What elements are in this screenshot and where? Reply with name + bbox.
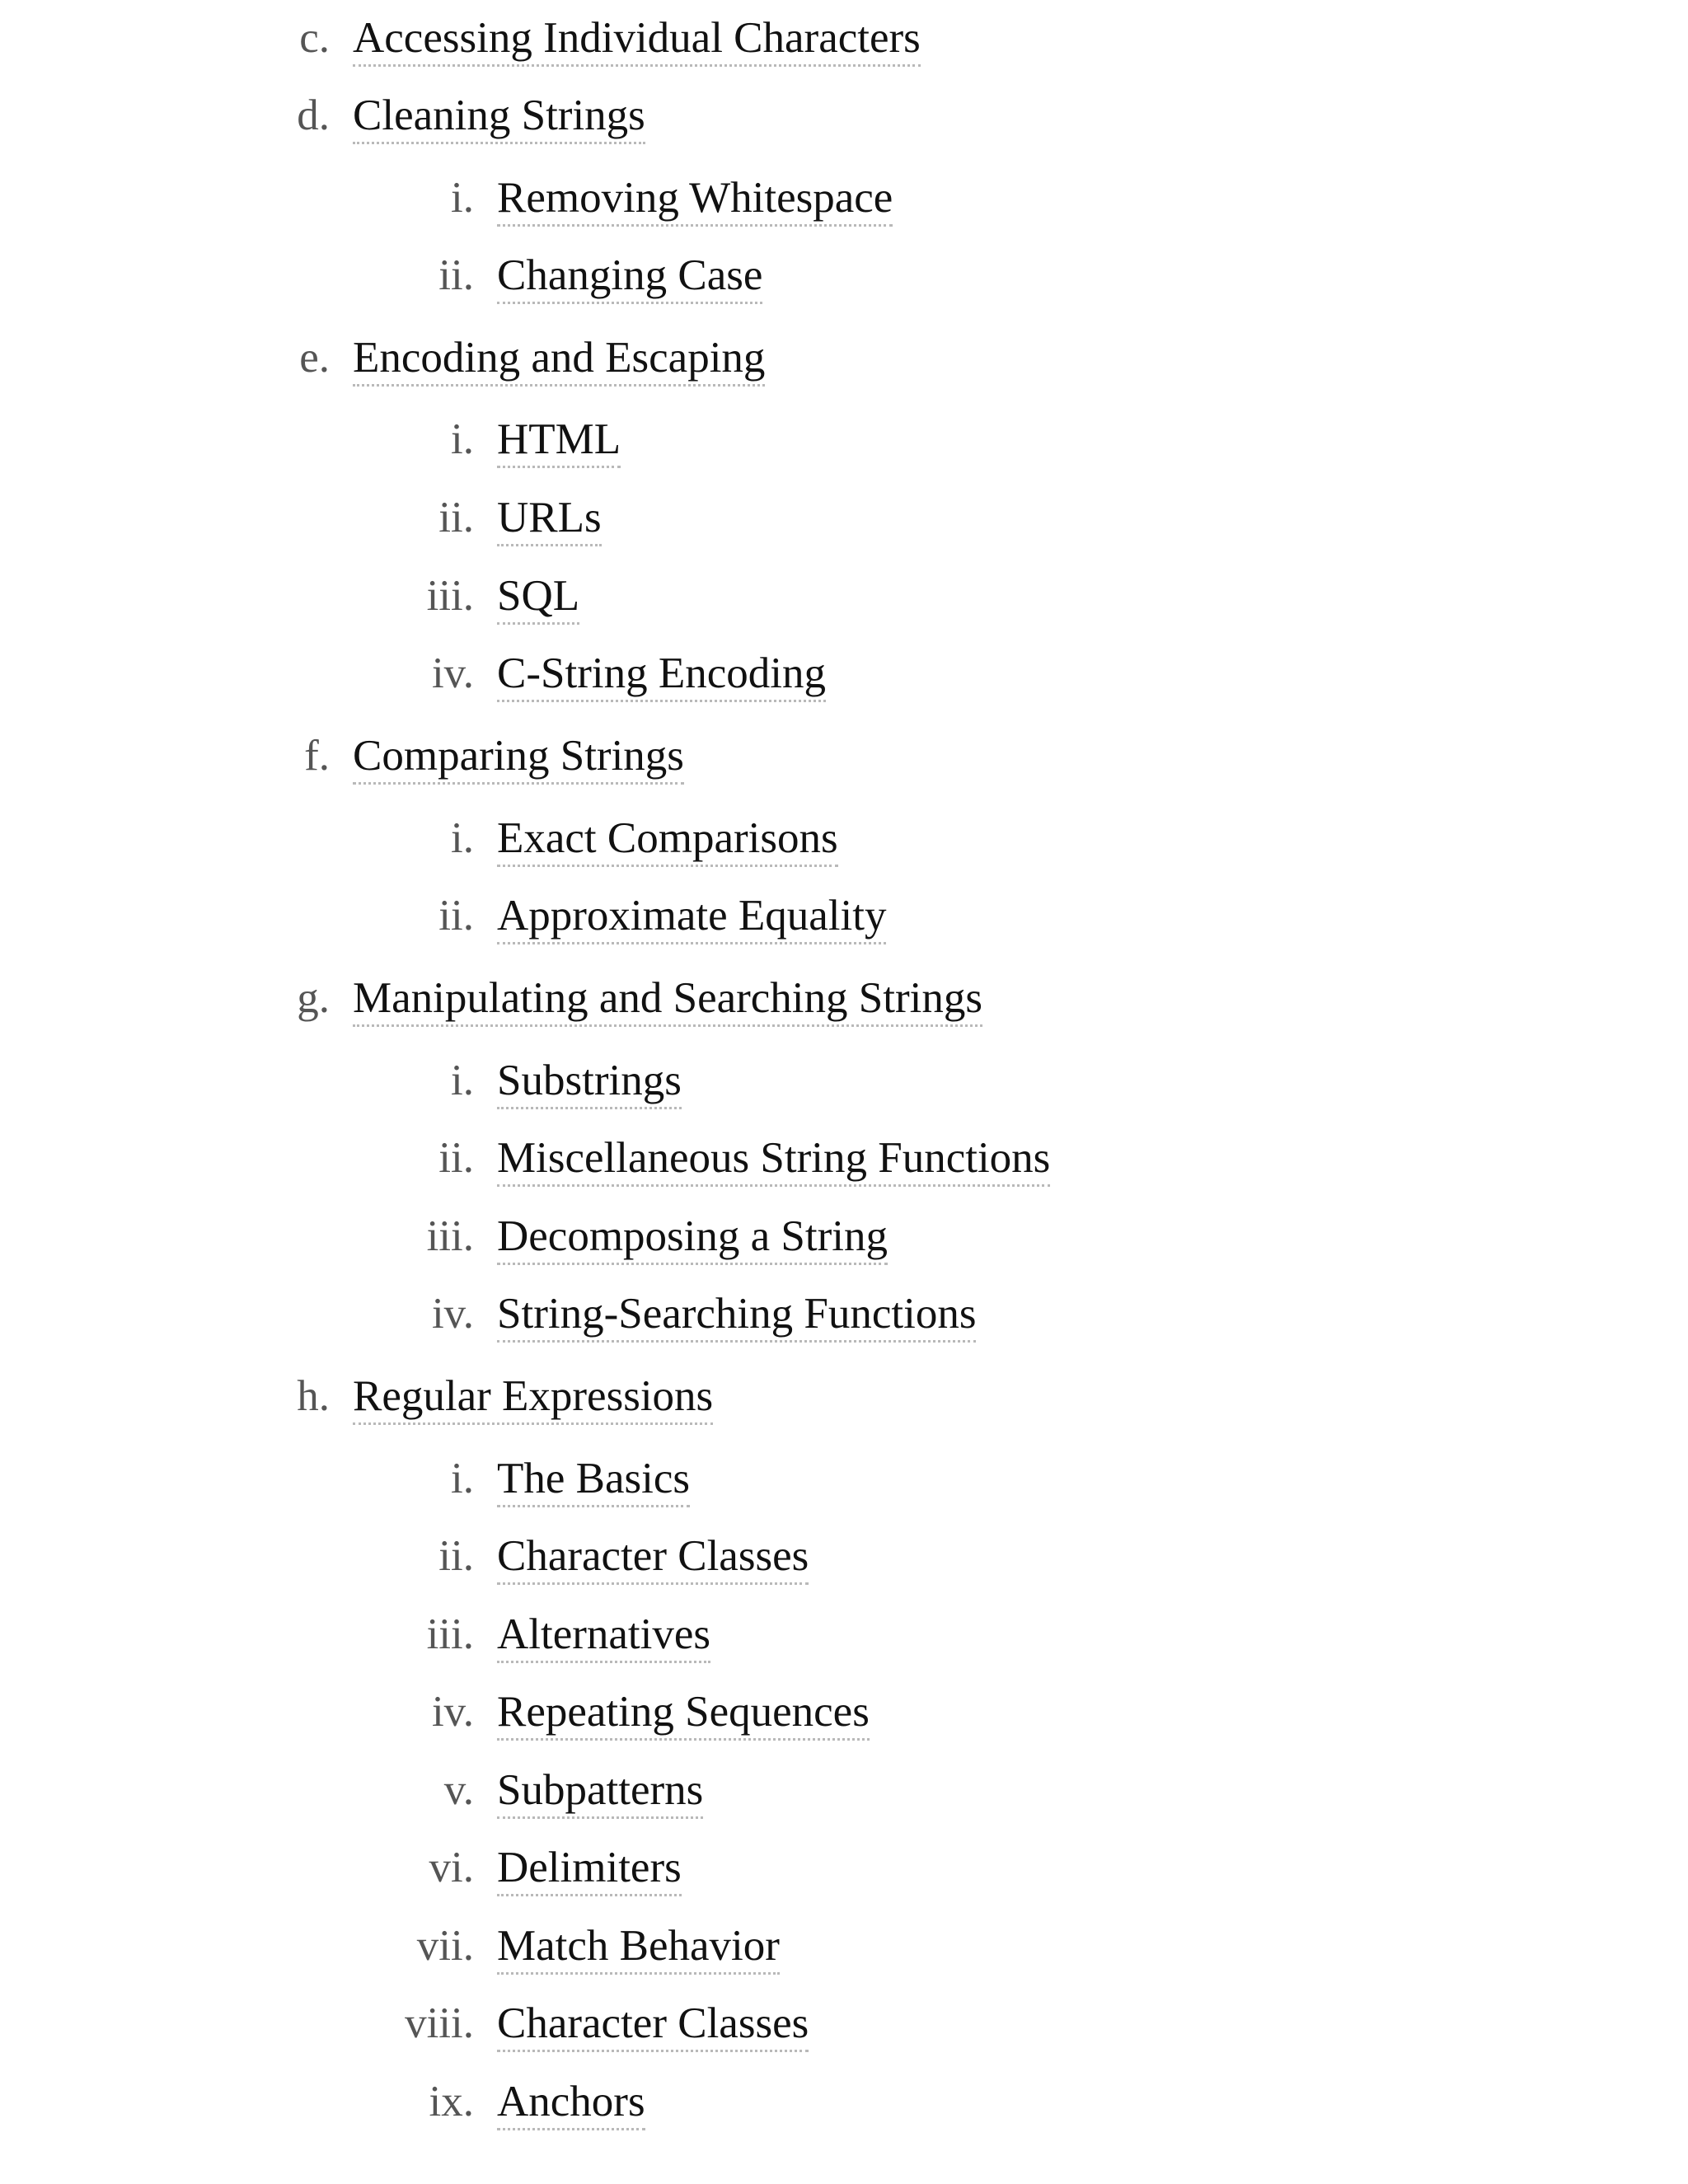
toc-item-link[interactable]: String-Searching Functions — [497, 1289, 976, 1343]
toc-item-marker: ii. — [438, 1532, 474, 1580]
toc-item-marker: f. — [304, 732, 330, 780]
toc-item-marker: ii. — [438, 1134, 474, 1182]
toc-item-marker: v. — [443, 1766, 474, 1814]
toc-item-link[interactable]: Delimiters — [497, 1843, 682, 1896]
toc-item-marker: ii. — [438, 494, 474, 541]
toc-item-marker: iv. — [431, 1290, 474, 1338]
toc-item-marker: e. — [299, 334, 330, 382]
toc-item-marker: i. — [451, 1455, 474, 1502]
toc-item-marker: vi. — [429, 1844, 474, 1891]
toc-item-link[interactable]: URLs — [497, 493, 602, 546]
toc-item-marker: g. — [297, 974, 330, 1022]
toc-item-link[interactable]: Repeating Sequences — [497, 1687, 870, 1741]
toc-item-link[interactable]: Substrings — [497, 1056, 682, 1109]
toc-item-marker: iii. — [426, 1610, 474, 1658]
toc-item-link[interactable]: Encoding and Escaping — [353, 333, 765, 387]
toc-item-marker: iii. — [426, 1212, 474, 1260]
toc-item-link[interactable]: Accessing Individual Characters — [353, 13, 921, 67]
toc-item-link[interactable]: Changing Case — [497, 251, 762, 304]
toc-item-link[interactable]: Approximate Equality — [497, 891, 886, 944]
toc-item-marker: i. — [451, 814, 474, 862]
toc-item-link[interactable]: Miscellaneous String Functions — [497, 1133, 1050, 1187]
toc-item-link[interactable]: Cleaning Strings — [353, 91, 645, 144]
toc-item-link[interactable]: Character Classes — [497, 1999, 809, 2052]
toc-item-link[interactable]: Exact Comparisons — [497, 813, 838, 867]
toc-item-marker: i. — [451, 1057, 474, 1104]
toc-item-marker: iv. — [431, 1688, 474, 1736]
toc-item-link[interactable]: Comparing Strings — [353, 731, 684, 785]
toc-item-link[interactable]: Regular Expressions — [353, 1371, 713, 1425]
toc-item-link[interactable]: Subpatterns — [497, 1765, 703, 1819]
toc-item-marker: vii. — [416, 1922, 474, 1970]
toc-item-marker: c. — [299, 14, 330, 62]
toc-item-link[interactable]: Match Behavior — [497, 1921, 780, 1975]
toc-item-marker: ix. — [429, 2078, 474, 2125]
toc-item-link[interactable]: Alternatives — [497, 1610, 710, 1663]
toc-item-link[interactable]: The Basics — [497, 1454, 690, 1507]
toc-item-marker: ii. — [438, 892, 474, 940]
toc-item-marker: viii. — [405, 1999, 474, 2047]
toc-item-link[interactable]: Decomposing a String — [497, 1212, 888, 1265]
toc-item-link[interactable]: Anchors — [497, 2077, 645, 2130]
toc-item-marker: ii. — [438, 251, 474, 299]
toc-item-marker: i. — [451, 174, 474, 222]
toc-item-marker: iii. — [426, 572, 474, 620]
toc-item-link[interactable]: Manipulating and Searching Strings — [353, 973, 982, 1027]
toc-item-link[interactable]: Character Classes — [497, 1531, 809, 1585]
toc-item-link[interactable]: C-String Encoding — [497, 649, 826, 702]
toc-item-link[interactable]: Removing Whitespace — [497, 173, 893, 227]
toc-item-marker: d. — [297, 91, 330, 139]
toc-item-marker: iv. — [431, 649, 474, 697]
toc-item-marker: i. — [451, 415, 474, 463]
toc-item-link[interactable]: SQL — [497, 571, 579, 625]
toc-item-link[interactable]: HTML — [497, 415, 621, 468]
toc-item-marker: h. — [297, 1372, 330, 1420]
